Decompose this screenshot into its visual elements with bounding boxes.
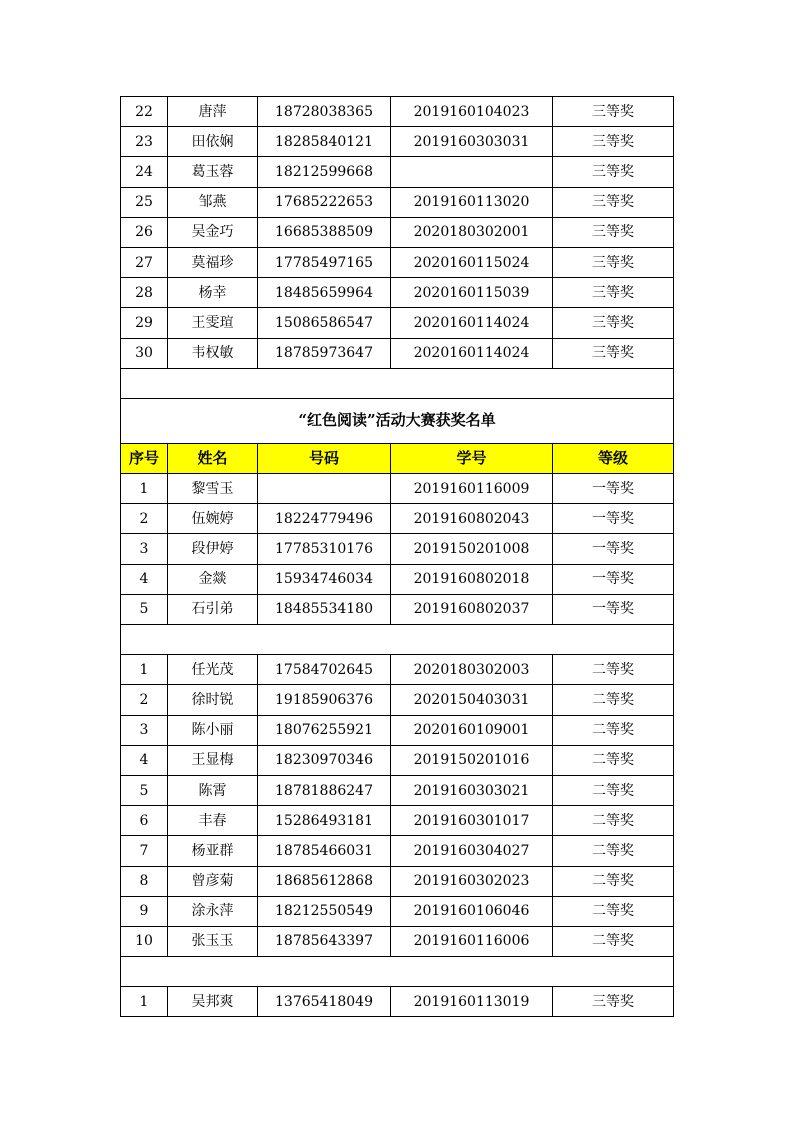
student-id-cell [391,157,553,187]
phone-number-cell: 18785973647 [258,338,391,368]
first-prize-row [121,504,674,534]
name-cell: 涂永萍 [168,896,258,926]
name-cell: 吴邦爽 [168,987,258,1017]
student-id-cell: 2019160304027 [391,836,553,866]
award-level-cell: 三等奖 [553,217,674,247]
serial-number-cell: 6 [121,806,168,836]
phone-number-cell: 19185906376 [258,685,391,715]
phone-number-cell: 18230970346 [258,745,391,775]
third-prize-row [121,987,674,1017]
phone-number-cell: 18212550549 [258,896,391,926]
name-cell: 杨亚群 [168,836,258,866]
serial-number-cell: 29 [121,308,168,338]
serial-number-cell: 3 [121,534,168,564]
header-phone-number: 号码 [258,443,391,473]
award-level-cell: 二等奖 [553,655,674,685]
blank-cell [121,368,674,398]
name-cell: 田依娴 [168,127,258,157]
phone-number-cell: 18781886247 [258,775,391,805]
second-prize-row [121,715,674,745]
name-cell: 丰春 [168,806,258,836]
serial-number-cell: 1 [121,474,168,504]
serial-number-cell: 2 [121,685,168,715]
contest-title-row [121,398,674,443]
serial-number-cell: 3 [121,715,168,745]
name-cell: 吴金巧 [168,217,258,247]
phone-number-cell: 16685388509 [258,217,391,247]
student-id-cell: 2019150201008 [391,534,553,564]
header-serial-number: 序号 [121,443,168,473]
table-row [121,187,674,217]
serial-number-cell: 5 [121,594,168,624]
serial-number-cell: 2 [121,504,168,534]
phone-number-cell: 15934746034 [258,564,391,594]
second-prize-row [121,836,674,866]
name-cell: 邹燕 [168,187,258,217]
table-row [121,338,674,368]
serial-number-cell: 1 [121,655,168,685]
student-id-cell: 2019160802018 [391,564,553,594]
second-prize-row [121,655,674,685]
serial-number-cell: 5 [121,775,168,805]
award-level-cell: 二等奖 [553,775,674,805]
second-prize-row [121,685,674,715]
blank-cell [121,625,674,655]
table-row [121,97,674,127]
phone-number-cell: 17685222653 [258,187,391,217]
header-student-id: 学号 [391,443,553,473]
table-row [121,157,674,187]
serial-number-cell: 7 [121,836,168,866]
name-cell: 金燚 [168,564,258,594]
award-level-cell: 三等奖 [553,157,674,187]
phone-number-cell: 17785310176 [258,534,391,564]
phone-number-cell: 18485534180 [258,594,391,624]
name-cell: 王显梅 [168,745,258,775]
table-row [121,247,674,277]
blank-separator-row [121,957,674,987]
phone-number-cell: 18224779496 [258,504,391,534]
serial-number-cell: 9 [121,896,168,926]
first-prize-row [121,564,674,594]
second-prize-row [121,896,674,926]
student-id-cell: 2019160104023 [391,97,553,127]
serial-number-cell: 27 [121,247,168,277]
serial-number-cell: 4 [121,745,168,775]
award-level-cell: 一等奖 [553,564,674,594]
name-cell: 伍婉婷 [168,504,258,534]
student-id-cell: 2019160303031 [391,127,553,157]
student-id-cell: 2019160116006 [391,926,553,956]
serial-number-cell: 28 [121,278,168,308]
phone-number-cell: 18212599668 [258,157,391,187]
phone-number-cell [258,474,391,504]
phone-number-cell: 18785466031 [258,836,391,866]
phone-number-cell: 18076255921 [258,715,391,745]
phone-number-cell: 18285840121 [258,127,391,157]
table-row [121,278,674,308]
award-level-cell: 二等奖 [553,836,674,866]
phone-number-cell: 15086586547 [258,308,391,338]
student-id-cell: 2019160113019 [391,987,553,1017]
serial-number-cell: 23 [121,127,168,157]
serial-number-cell: 1 [121,987,168,1017]
student-id-cell: 2020160109001 [391,715,553,745]
student-id-cell: 2019160113020 [391,187,553,217]
name-cell: 黎雪玉 [168,474,258,504]
student-id-cell: 2019160301017 [391,806,553,836]
award-level-cell: 二等奖 [553,806,674,836]
student-id-cell: 2020160115039 [391,278,553,308]
name-cell: 葛玉蓉 [168,157,258,187]
first-prize-row [121,594,674,624]
blank-separator-row [121,625,674,655]
name-cell: 张玉玉 [168,926,258,956]
name-cell: 任光茂 [168,655,258,685]
table-row [121,127,674,157]
name-cell: 王雯瑄 [168,308,258,338]
phone-number-cell: 13765418049 [258,987,391,1017]
second-prize-row [121,745,674,775]
name-cell: 莫福珍 [168,247,258,277]
award-level-cell: 三等奖 [553,127,674,157]
award-level-cell: 二等奖 [553,745,674,775]
award-level-cell: 三等奖 [553,278,674,308]
name-cell: 陈霄 [168,775,258,805]
student-id-cell: 2020150403031 [391,685,553,715]
name-cell: 韦权敏 [168,338,258,368]
student-id-cell: 2019150201016 [391,745,553,775]
serial-number-cell: 10 [121,926,168,956]
award-level-cell: 三等奖 [553,97,674,127]
student-id-cell: 2019160303021 [391,775,553,805]
table-header-row [121,443,674,473]
student-id-cell: 2020180302003 [391,655,553,685]
serial-number-cell: 4 [121,564,168,594]
award-level-cell: 一等奖 [553,504,674,534]
serial-number-cell: 26 [121,217,168,247]
award-level-cell: 二等奖 [553,926,674,956]
award-level-cell: 三等奖 [553,987,674,1017]
award-level-cell: 三等奖 [553,247,674,277]
serial-number-cell: 22 [121,97,168,127]
student-id-cell: 2019160802043 [391,504,553,534]
student-id-cell: 2020160114024 [391,338,553,368]
table-row [121,308,674,338]
table-row [121,217,674,247]
student-id-cell: 2020180302001 [391,217,553,247]
first-prize-row [121,534,674,564]
name-cell: 曾彦菊 [168,866,258,896]
phone-number-cell: 15286493181 [258,806,391,836]
header-award-level: 等级 [553,443,674,473]
second-prize-row [121,775,674,805]
student-id-cell: 2020160114024 [391,308,553,338]
award-level-cell: 三等奖 [553,338,674,368]
student-id-cell: 2020160115024 [391,247,553,277]
second-prize-row [121,926,674,956]
name-cell: 杨幸 [168,278,258,308]
serial-number-cell: 24 [121,157,168,187]
phone-number-cell: 18685612868 [258,866,391,896]
student-id-cell: 2019160302023 [391,866,553,896]
award-level-cell: 一等奖 [553,594,674,624]
phone-number-cell: 17584702645 [258,655,391,685]
phone-number-cell: 17785497165 [258,247,391,277]
name-cell: 唐萍 [168,97,258,127]
student-id-cell: 2019160802037 [391,594,553,624]
serial-number-cell: 25 [121,187,168,217]
student-id-cell: 2019160106046 [391,896,553,926]
phone-number-cell: 18485659964 [258,278,391,308]
award-level-cell: 二等奖 [553,685,674,715]
second-prize-row [121,866,674,896]
name-cell: 陈小丽 [168,715,258,745]
blank-separator-row [121,368,674,398]
serial-number-cell: 8 [121,866,168,896]
blank-cell [121,957,674,987]
award-level-cell: 一等奖 [553,474,674,504]
phone-number-cell: 18728038365 [258,97,391,127]
award-level-cell: 三等奖 [553,187,674,217]
award-level-cell: 二等奖 [553,866,674,896]
name-cell: 石引弟 [168,594,258,624]
award-level-cell: 二等奖 [553,715,674,745]
second-prize-row [121,806,674,836]
serial-number-cell: 30 [121,338,168,368]
name-cell: 段伊婷 [168,534,258,564]
award-level-cell: 一等奖 [553,534,674,564]
first-prize-row [121,474,674,504]
phone-number-cell: 18785643397 [258,926,391,956]
award-list-table [120,96,674,1017]
award-level-cell: 二等奖 [553,896,674,926]
award-level-cell: 三等奖 [553,308,674,338]
contest-title: “红色阅读”活动大赛获奖名单 [121,398,674,443]
student-id-cell: 2019160116009 [391,474,553,504]
header-name: 姓名 [168,443,258,473]
name-cell: 徐时锐 [168,685,258,715]
